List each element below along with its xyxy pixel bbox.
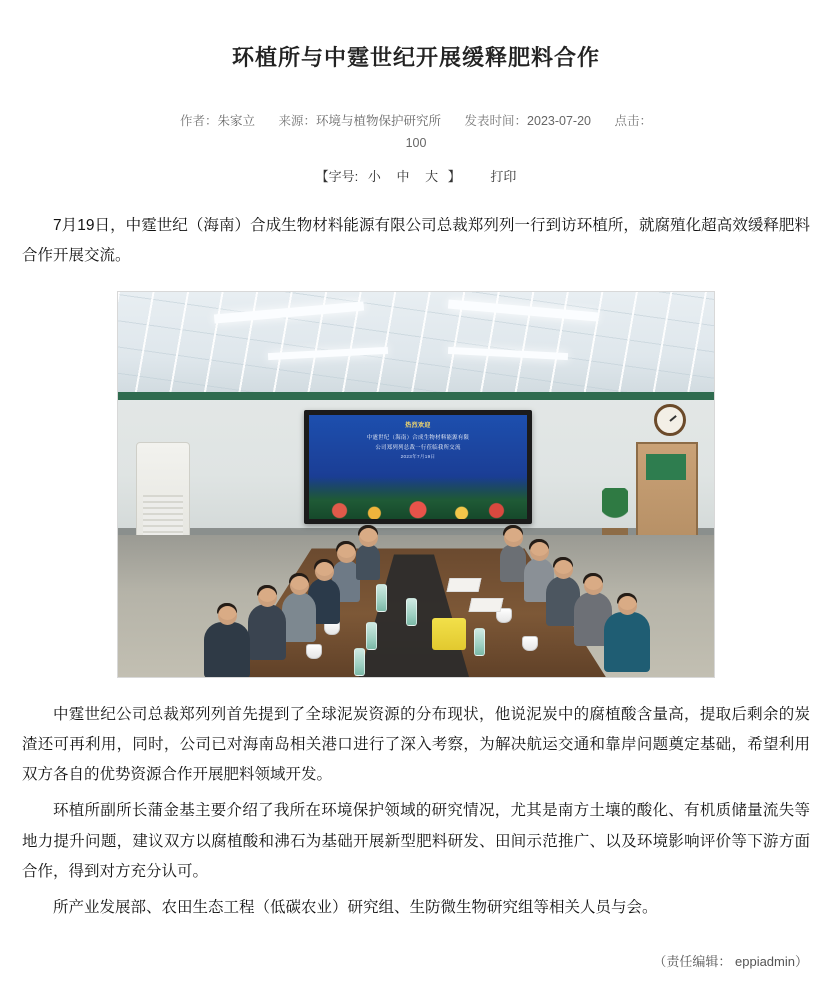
article-page: [0, 15, 832, 996]
ceiling-grid: [118, 292, 714, 400]
slide-line-2: 公司郑列列总裁一行莅临我所交流: [375, 445, 461, 452]
screen-slide: [309, 415, 527, 519]
meta-source: [279, 114, 442, 128]
slide-line-3: 2023年7月19日: [400, 454, 436, 460]
attendee: [604, 612, 650, 672]
tea-cup: [522, 636, 538, 651]
meta-author-label: 作者：: [180, 114, 218, 129]
fontsize-toolbar: [0, 150, 832, 185]
water-bottle: [406, 598, 417, 626]
tea-cup: [306, 644, 322, 659]
meta-date-value: 2023-07-20: [527, 114, 591, 129]
document-paper: [469, 598, 504, 612]
article-body: [0, 185, 832, 923]
water-bottle: [474, 628, 485, 656]
paragraph: 所产业发展部、农田生态工程（低碳农业）研究组、生防微生物研究组等相关人员与会。: [53, 898, 658, 916]
slide-flower-graphic: [309, 477, 527, 519]
head: [618, 596, 637, 615]
head: [584, 576, 603, 595]
meta-source-label: 来源：: [278, 114, 317, 129]
fontsize-medium-button[interactable]: 中: [396, 169, 410, 185]
attendee: [500, 544, 526, 582]
water-bottle: [366, 622, 377, 650]
attendee: [282, 592, 316, 642]
fontsize-bracket-close: 】: [447, 169, 461, 185]
meeting-photo: [117, 291, 715, 678]
yellow-bag: [432, 618, 466, 650]
head: [258, 588, 277, 607]
meta-author-value: 朱家立: [217, 114, 256, 129]
attendee: [356, 544, 380, 580]
slide-welcome: 热烈欢迎: [405, 423, 431, 430]
head: [554, 560, 573, 579]
attendee: [248, 604, 286, 660]
paragraph: 中霆世纪公司总裁郑列列首先提到了全球泥炭资源的分布现状，他说泥炭中的腐植酸含量高，提取后剩余的炭渣还可再利用，同时，公司已对海南岛相关港口进行了深入考察，为解决航运交通和靠岸问题奠定基础，希望利用双方各自的优势资源合作开展肥料领域开发。: [22, 705, 810, 784]
slide-line-1: 中霆世纪（海南）合成生物材料能源有限: [366, 435, 470, 442]
editor-credit: （责任编辑： eppiadmin）: [653, 954, 808, 970]
fontsize-small-button[interactable]: 小: [367, 169, 381, 185]
meta-source-value: 环境与植物保护研究所: [316, 114, 442, 129]
page-title: 环植所与中霆世纪开展缓释肥料合作: [231, 44, 600, 70]
meta-date-label: 发表时间：: [464, 114, 528, 129]
presentation-screen: [304, 410, 532, 524]
wall-green-band: [118, 392, 714, 400]
water-bottle: [354, 648, 365, 676]
article-photo-wrap: [22, 277, 810, 699]
print-button[interactable]: 打印: [490, 169, 517, 185]
attendee: [204, 622, 250, 678]
fontsize-large-button[interactable]: 大: [425, 169, 439, 185]
meta-hits-label: 点击：: [614, 114, 652, 129]
article-meta: [0, 88, 832, 134]
meta-hits: [614, 114, 652, 128]
paragraph: 环植所副所长蒲金基主要介绍了我所在环境保护领域的研究情况，尤其是南方土壤的酸化、有机质储量流失等地力提升问题，建议双方以腐植酸和沸石为基础开展新型肥料研发、田间示范推广、以及环境影响评价等下游方面合作，得到对方充分认可。: [22, 802, 810, 880]
document-paper: [447, 578, 482, 592]
meta-author: [180, 114, 255, 128]
water-bottle: [376, 584, 387, 612]
meta-hits-value: 100: [405, 136, 427, 151]
head: [290, 576, 309, 595]
exit-sign: [646, 454, 686, 480]
head: [218, 606, 237, 625]
fontsize-label: 【字号:: [315, 169, 359, 185]
paragraph: 7月19日，中霆世纪（海南）合成生物材料能源有限公司总裁郑列列一行到访环植所，就腐殖化超高效缓释肥料合作开展交流。: [22, 217, 810, 265]
meta-date: [465, 114, 591, 128]
